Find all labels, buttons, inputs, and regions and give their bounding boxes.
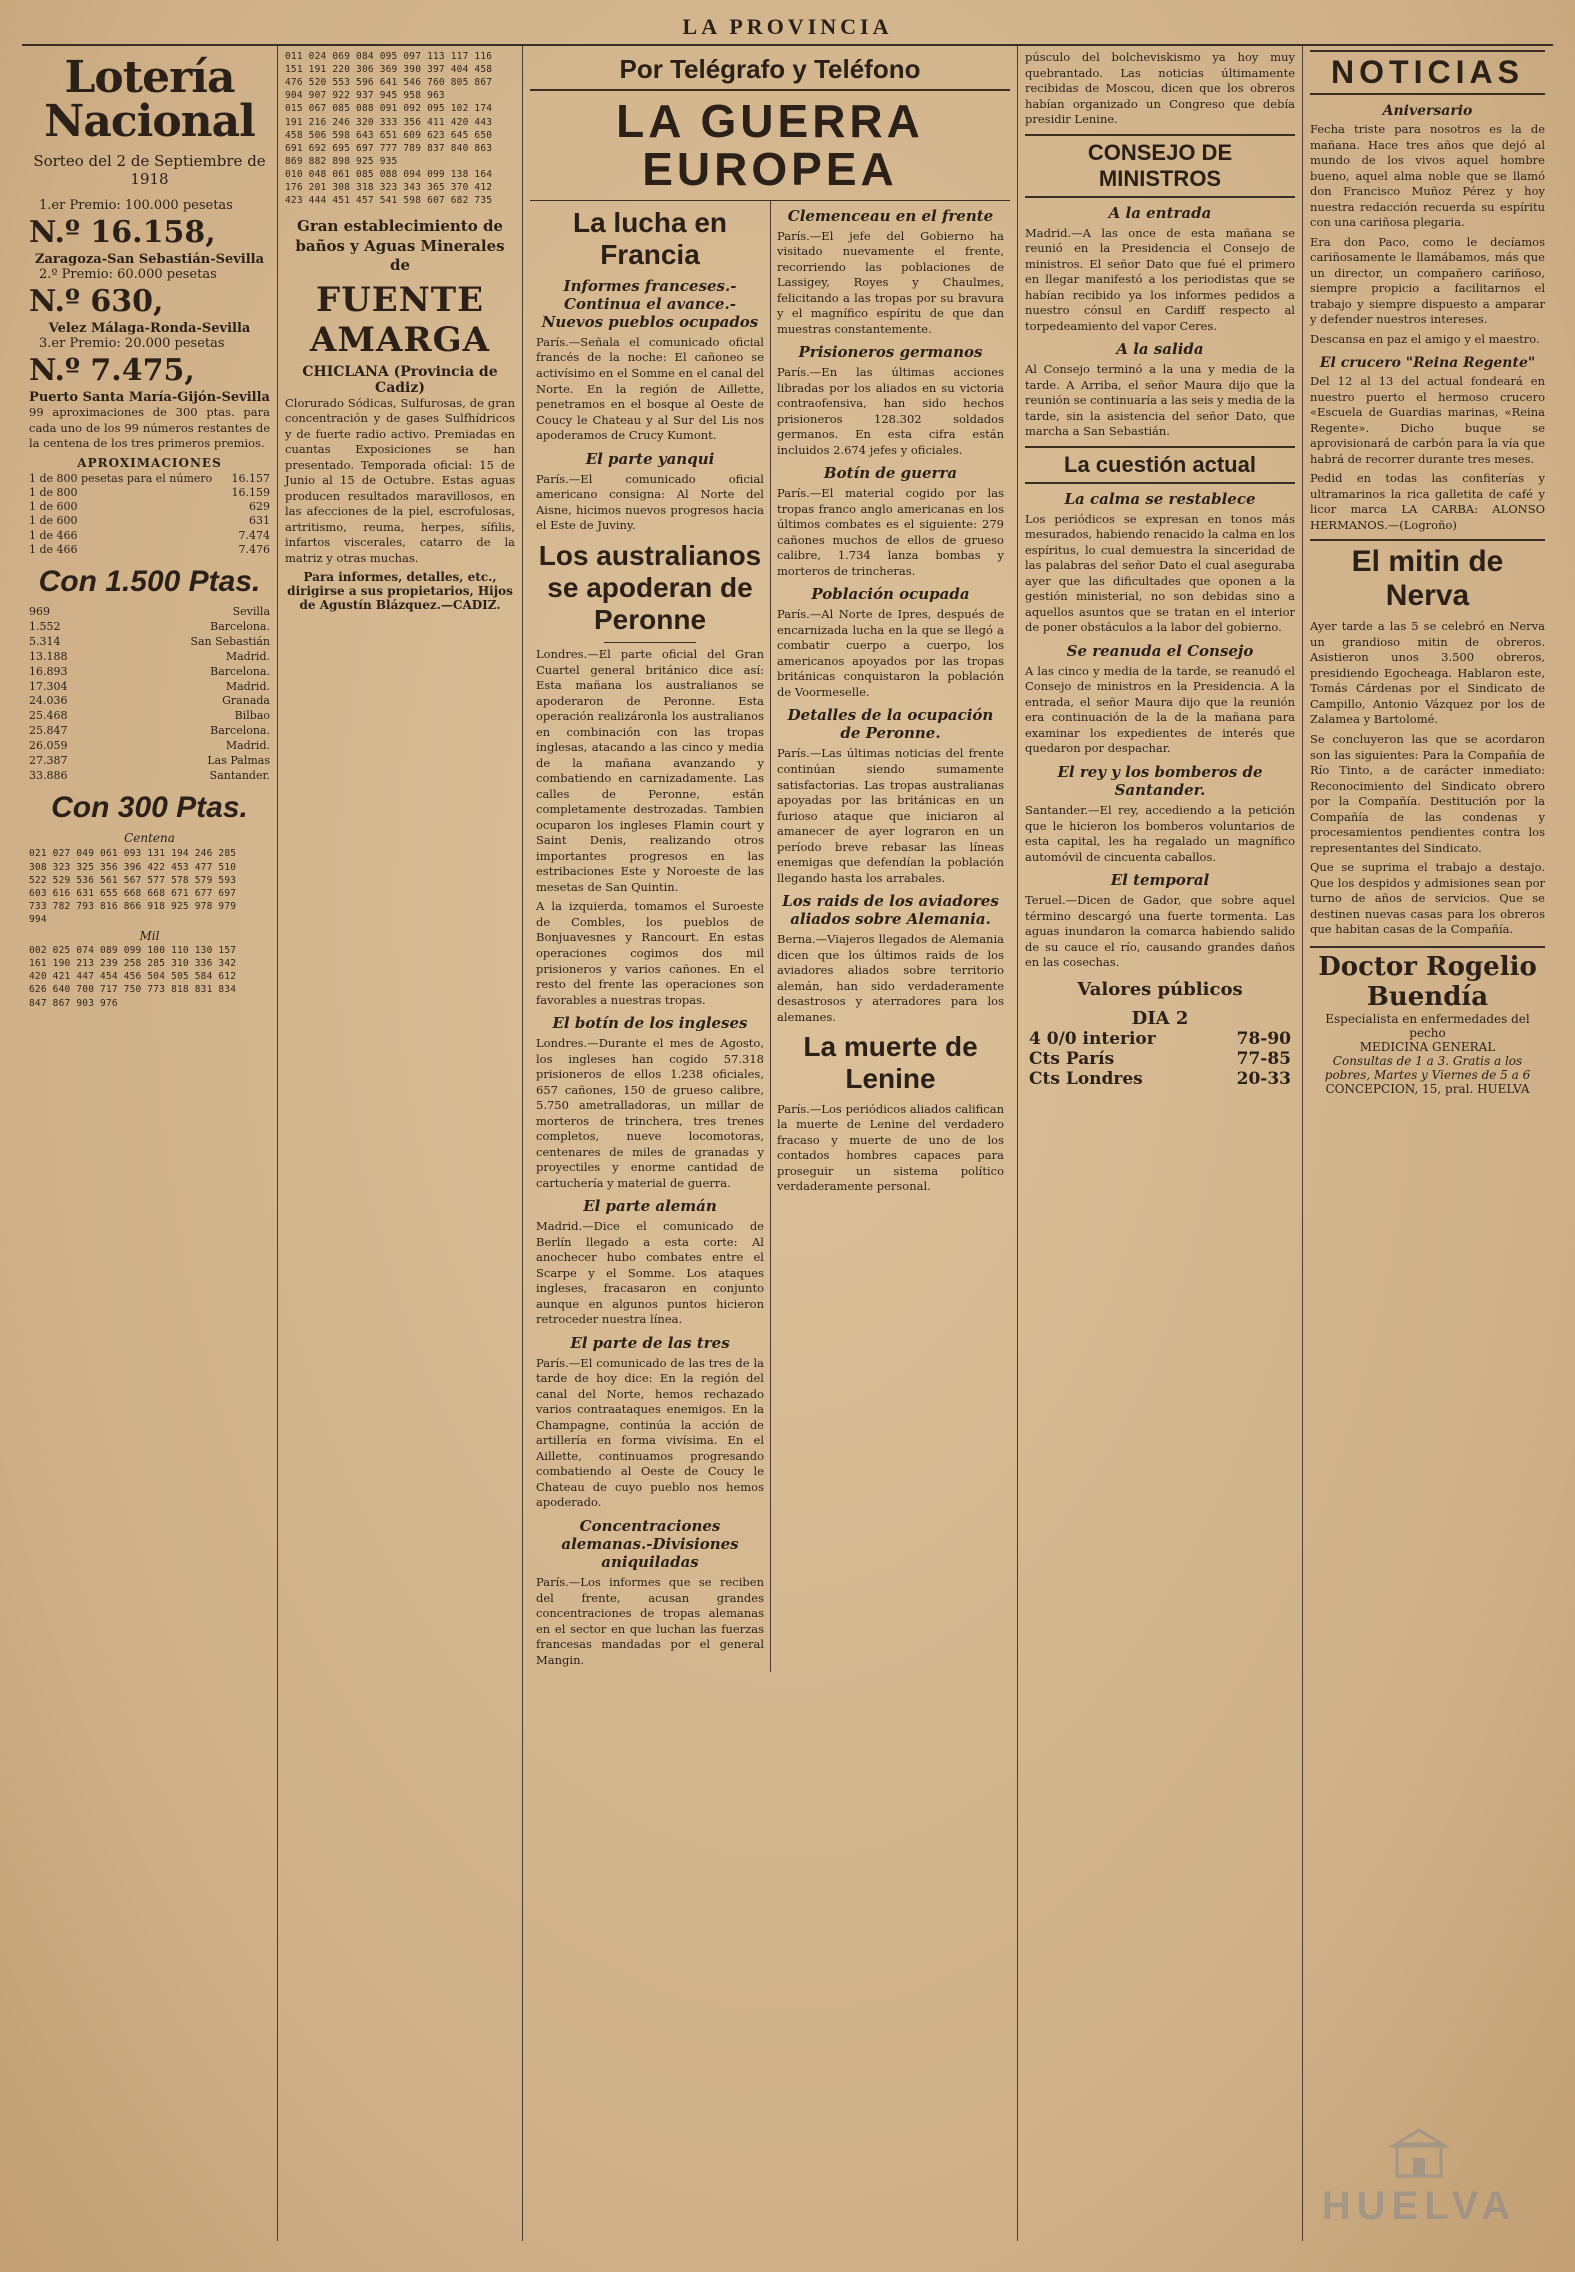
ad-title: Gran establecimiento de baños y Aguas Minerales de bbox=[295, 217, 505, 275]
winner-row: 969 Sevilla bbox=[29, 605, 270, 619]
winner-row: 27.387 Las Palmas bbox=[29, 753, 270, 767]
article-paragraph: París.—El comunicado oficial americano consigna: Al Norte del Aisne, hicimos nuevos progresos hacia el Este de Juviny. bbox=[536, 471, 764, 533]
valores-day: DIA 2 bbox=[1131, 1007, 1189, 1029]
article-paragraph: A la izquierda, tomamos el Suroeste de Combles, los pueblos de Bonjuavesnes y Rancourt. En estas operaciones cogimos dos mil prisioneros y varios cañones. En el resto del frente las operaciones son favorables a nuestras tropas. bbox=[536, 899, 764, 1007]
winners-1500 bbox=[29, 605, 270, 783]
article-paragraph: París.—Los periódicos aliados califican la muerte de Lenine del verdadero fracaso y muerte de uno de los contados hombres capaces para proseguir un sistema político verdaderamente personal. bbox=[777, 1101, 1004, 1194]
article-paragraph: Londres.—El parte oficial del Gran Cuartel general británico dice así: Esta mañana los australianos se apoderaron de Peronne. Esta operación realizáronla los australianos en combinación con las tropas inglesas, atacando a las cinco y media de la mañana avanzando y combatiendo en carnizadamente. Las calles de Peronne, están completamente destrozadas. Tambien ocuparon los ingleses Flamin court y Saint Denis, realizando otros importantes progresos en las estribaciones Este y Noroeste de las mesetas de San Quintin. bbox=[536, 647, 764, 894]
numbers-15mil: 011 024 069 084 095 097 113 117 116 151 191 220 306 369 390 397 404 458 476 520 553 596 641 546 760 805 867 904 907 922 937 945 958 963 015 067 085 088 091 092 095 102 174 191 216 246 320 333 356 411 420 443 458 506 598 643 651 609 623 645 650 691 692 695 697 777 789 837 840 863 869 882 898 925 935 010 048 061 085 088 094 099 138 164 176 201 308 318 323 343 365 370 412 423 444 451 457 541 598 607 682 735 bbox=[285, 51, 493, 207]
doctor-hours: Consultas de 1 a 3. Gratis a los pobres, Martes y Viernes de 5 a 6 bbox=[1324, 1053, 1531, 1082]
article-paragraph: París.—En las últimas acciones libradas por los aliados en su victoria contraofensiva, han sido hechos prisioneros 128.302 soldados germanos. En esta cifra están incluidos 2.674 jefes y oficiales. bbox=[777, 365, 1004, 457]
prize2-label: 2.º Premio: 60.000 pesetas bbox=[39, 267, 217, 282]
approx-row: 1 de 600 629 bbox=[29, 500, 270, 514]
article-paragraph: Era don Paco, como le decíamos cariñosamente le llamábamos, más que un director, un compañero cariñoso, siempre propicio a facilitarnos el trabajo y siempre dispuesto a amparar y defender nuestros intereses. bbox=[1310, 234, 1545, 327]
winner-row: 16.893 Barcelona. bbox=[29, 664, 270, 678]
prize3-label: 3.er Premio: 20.000 pesetas bbox=[39, 336, 225, 351]
valores-row: Cts Londres 20-33 bbox=[1029, 1068, 1291, 1089]
approx-heading: APROXIMACIONES bbox=[77, 455, 222, 470]
winner-row: 25.468 Bilbao bbox=[29, 709, 270, 723]
article-paragraph: París.—Los informes que se reciben del frente, acusan grandes concentraciones de tropas alemanas en el sector en que luchan las fuerzas francesas mandadas por el general Mangin. bbox=[536, 1574, 764, 1667]
valores-heading: Valores públicos bbox=[1077, 978, 1243, 1000]
prize2-route: Velez Málaga-Ronda-Sevilla bbox=[48, 321, 251, 336]
section-botin: El botín de los ingleses bbox=[552, 1014, 748, 1033]
approx-row: 1 de 466 7.474 bbox=[29, 528, 270, 542]
winner-row: 25.847 Barcelona. bbox=[29, 724, 270, 738]
war-headline: LA GUERRA EUROPEA bbox=[530, 91, 1010, 201]
article-paragraph: Madrid.—A las once de esta mañana se reunió en la Presidencia el Consejo de ministros. El señor Dato que fué el primero en llegar manifestó a los periodistas que se habían recibido ya los informes pedidos a nuestro cónsul en Cardiff respecto al torpedeamiento del vapor Ceres. bbox=[1025, 225, 1295, 333]
valores-row: 4 0/0 interior 78-90 bbox=[1029, 1028, 1291, 1049]
article-paragraph: París.—Señala el comunicado oficial francés de la noche: El cañoneo se activísimo en el Somme en el canal del Norte. En la región de Aillette, penetramos en el bosque al Oeste de Coucy le Chateau y al Sur del Lis nos apoderamos de Crucy Kumont. bbox=[536, 334, 764, 443]
article-paragraph: Berna.—Viajeros llegados de Alemania dicen que los últimos raids de los aviadores aliados sobre territorio alemán, han sido verdaderamente desastrosos y aterradores para los alemanes. bbox=[777, 932, 1004, 1024]
article-paragraph: Del 12 al 13 del actual fondeará en nuestro puerto el hermoso crucero «Escuela de Guardias marinas, «Reina Regente». Dicho buque se aprovisionará de carbón para la vía que habrá de recorrer durante tres meses. bbox=[1310, 374, 1545, 466]
numbers-centena: 021 027 049 061 093 131 194 246 285 308 323 325 356 396 422 453 477 510 522 529 536 561 567 577 578 579 593 603 616 631 655 668 668 671 677 697 733 782 793 816 866 918 925 978 979 994 bbox=[29, 848, 237, 925]
doctor-medicine: MEDICINA GENERAL bbox=[1359, 1039, 1496, 1054]
article-paragraph: Fecha triste para nosotros es la de mañana. Hace tres años que dejó al mundo de los vivos aquel hombre bueno, aquel alma noble que se llamó don Francisco Muñoz Pérez y hoy nuestra redacción recuerda su espíritu con una cariñosa plegaria. bbox=[1310, 122, 1545, 230]
doctor-ad-name: Doctor Rogelio Buendía bbox=[1310, 946, 1545, 1012]
approx-row: 1 de 800 pesetas para el número 16.157 bbox=[29, 471, 270, 485]
winner-row: 17.304 Madrid. bbox=[29, 679, 270, 693]
approx-text: 99 aproximaciones de 300 ptas. para cada uno de los 99 números restantes de la centena de los tres primeros premios. bbox=[29, 405, 270, 451]
winner-row: 5.314 San Sebastián bbox=[29, 635, 270, 649]
section-rey: El rey y los bomberos de Santander. bbox=[1057, 762, 1263, 799]
article-paragraph: Ayer tarde a las 5 se celebró en Nerva un grandioso mitin de obreros. Asistieron unos 3.500 obreros, presidiendo Egocheaga. Hablaron este, Tomás Cárdenas por el Sindicato de Campillo, Antonio Vázquez por los de Zalamea y Bartolomé. bbox=[1310, 619, 1545, 727]
doctor-specialty: Especialista en enfermedades del pecho bbox=[1325, 1011, 1530, 1040]
heading-1500: Con 1.500 Ptas. bbox=[38, 565, 261, 599]
section-poblacion: Población ocupada bbox=[811, 585, 970, 604]
article-paragraph: Teruel.—Dicen de Gador, que sobre aquel término descargó una fuerte tormenta. Las aguas inundaron la comarca habiendo salido de su cauce el río, causando grandes daños en las cosechas. bbox=[1025, 893, 1295, 970]
winner-row: 24.036 Granada bbox=[29, 694, 270, 708]
section-entrada: A la entrada bbox=[1108, 203, 1212, 222]
prize1-route: Zaragoza-San Sebastián-Sevilla bbox=[34, 252, 265, 267]
telegraph-heading: Por Telégrafo y Teléfono bbox=[530, 50, 1010, 91]
prize1-number: N.º 16.158, bbox=[29, 215, 216, 250]
winner-row: 13.188 Madrid. bbox=[29, 649, 270, 663]
section-salida: A la salida bbox=[1116, 340, 1204, 359]
article-paragraph: Se concluyeron las que se acordaron son las siguientes: Para la Compañía de Río Tinto, a de carácter inmediato: Reconocimiento del Sindicato obrero por la Compañía. Destitución por la Compañía de las condenas y procesamientos pendientes contra los representantes del Sindicato. bbox=[1310, 731, 1545, 855]
article-paragraph: París.—El jefe del Gobierno ha visitado nuevamente el frente, recorriendo las poblaciones de Lassigey, Royes y Chaulmes, felicitando a las tropas por su bravura y el magnífico espíritu de que dan muestras constantemente. bbox=[777, 228, 1004, 336]
ad-signature: Para informes, detalles, etc., dirigirse a sus propietarios, Hijos de Agustín Blázquez.—CADIZ. bbox=[287, 570, 513, 613]
article-paragraph: A las cinco y media de la tarde, se reanudó el Consejo de ministros en la Presidencia. A la entrada, el señor Maura dijo que la reunión era continuación de la de la mañana para examinar los expedientes de interés que quedaron por despachar. bbox=[1025, 663, 1295, 756]
war-column bbox=[522, 46, 1017, 2241]
politics-column bbox=[1017, 46, 1302, 2241]
section-botin-guerra: Botín de guerra bbox=[823, 464, 958, 483]
numbers-column bbox=[277, 46, 522, 2241]
article-paragraph: Londres.—Durante el mes de Agosto, los ingleses han cogido 57.318 prisioneros de ellos 1.238 oficiales, 657 cañones, 150 de grueso calibre, 5.750 ametralladoras, un millar de morteros de trinchera, tres trenes completos, nueve locomotoras, centenares de miles de granadas y proyectiles y enorme cantidad de cartuchería y material de guerra. bbox=[536, 1036, 764, 1190]
prize2-number: N.º 630, bbox=[29, 284, 164, 319]
article-paragraph: Que se suprima el trabajo a destajo. Que los despidos y admisiones sean por turno de años de servicios. Que se destinen nuevas casas para los obreros que habitan casas de la Compañía. bbox=[1310, 860, 1545, 937]
article-paragraph: Descansa en paz el amigo y el maestro. bbox=[1310, 331, 1540, 346]
article-paragraph: París.—El material cogido por las tropas franco anglo americanas en los últimos combates es el siguiente: 279 cañones muchos de ellos de grueso calibre, 1.734 lanza bombas y morteros de trincheras. bbox=[777, 486, 1004, 578]
section-raids: Los raids de los aviadores aliados sobre Alemania. bbox=[782, 892, 999, 929]
section-prisioneros: Prisioneros germanos bbox=[798, 343, 983, 362]
lottery-subtitle: Sorteo del 2 de Septiembre de 1918 bbox=[33, 152, 266, 188]
section-aleman: El parte alemán bbox=[583, 1197, 717, 1216]
section-crucero: El crucero "Reina Regente" bbox=[1319, 355, 1536, 372]
article-paragraph: púsculo del bolcheviskismo ya hoy muy quebrantado. Las noticias últimamente recibidas de Moscou, dicen que los obreros habían organizado un Congreso que debía presidir Lenine. bbox=[1025, 50, 1295, 127]
section-reanuda: Se reanuda el Consejo bbox=[1066, 641, 1254, 660]
heading-300: Con 300 Ptas. bbox=[51, 791, 248, 825]
article-paragraph: Al Consejo terminó a la una y media de la tarde. A Arriba, el señor Maura dijo que la reunión se continuaría a las seis y media de la tarde, sin la asistencia del señor Dato, que marcha a San Sebastián. bbox=[1025, 362, 1295, 439]
headline-australianos: Los australianos se apoderan de Peronne bbox=[538, 539, 762, 636]
building-icon bbox=[1389, 2124, 1449, 2184]
article-paragraph: Los periódicos se expresan en tonos más mesurados, habiendo renacido la calma en los espíritus, lo cual demuestra la sinceridad de las palabras del señor Dato el cual aseguraba ayer que las dificultades que oponen a la gestión ministerial, no son debidas sino a aquellos asuntos que se tratan en el interior de poner obstáculos a la labor del gobierno. bbox=[1025, 511, 1295, 635]
approx-row: 1 de 466 7.476 bbox=[29, 543, 270, 557]
approx-list bbox=[29, 472, 270, 558]
article-paragraph: París.—El comunicado de las tres de la tarde de hoy dice: En la región del canal del Norte, hemos rechazado varios contraataques enemigos. En la Champagne, continúa la acción de artillería en forma vivísima. En el Aillette, continuamos progresando combatiendo al Oeste de Coucy le Chateau de cuyo pueblo nos hemos apoderado. bbox=[536, 1355, 764, 1510]
masthead: LA PROVINCIA bbox=[22, 14, 1553, 46]
noticias-heading: NOTICIAS bbox=[1310, 50, 1545, 95]
winner-row: 33.886 Santander. bbox=[29, 768, 270, 782]
section-aniversario: Aniversario bbox=[1382, 103, 1473, 119]
section-concentraciones: Concentraciones alemanas.-Divisiones aniquiladas bbox=[561, 1516, 739, 1571]
doctor-address: CONCEPCION, 15, pral. HUELVA bbox=[1325, 1081, 1530, 1096]
headline-cuestion: La cuestión actual bbox=[1025, 446, 1295, 484]
section-yanqui: El parte yanqui bbox=[585, 449, 715, 468]
article-paragraph: París.—Al Norte de Ipres, después de encarnizada lucha en la que se llegó a combatir cuerpo a cuerpo, los americanos apoyados por las tropas británicas conquistaron la población de Voormeselle. bbox=[777, 607, 1004, 699]
article-paragraph: Madrid.—Dice el comunicado de Berlín llegado a esta corte: Al anochecer hubo combates entre el Scarpe y el Somme. Los ataques ingleses, fracasaron en conjunto aunque en algunos puntos hicieron retroceder nuestra línea. bbox=[536, 1219, 764, 1327]
ad-text: Clorurado Sódicas, Sulfurosas, de gran concentración y de gases Sulfhídricos y de fuerte radio activo. Premiadas en cuantas Exposiciones se han presentado. Temporada oficial: 15 de Junio al 15 de Octubre. Estas aguas producen resultados maravillosos, en las afecciones de la piel, escrofulosas, artritismo, reuma, herpes, sífilis, infartos viscerales, catarro de la matriz y otras muchas. bbox=[285, 395, 515, 565]
watermark-text: HUELVA bbox=[1321, 2183, 1517, 2228]
numbers-mil: 002 025 074 089 099 100 110 130 157 161 190 213 239 258 285 310 336 342 420 421 447 454 456 504 505 584 612 626 640 700 717 750 773 818 831 834 847 867 903 976 bbox=[29, 945, 237, 1009]
approx-row: 1 de 800 16.159 bbox=[29, 485, 270, 499]
lottery-column bbox=[22, 46, 277, 2241]
advert-paragraph: Pedid en todas las confiterías y ultramarinos la rica galletita de café y licor marca LA CARBA: ALONSO HERMANOS.—(Logroño) bbox=[1310, 471, 1545, 532]
winner-row: 26.059 Madrid. bbox=[29, 738, 270, 752]
article-paragraph: París.—Las últimas noticias del frente continúan siendo sumamente satisfactorias. Las tropas australianas apoyadas por las británicas en un furioso ataque que iniciaron al amanecer de ayer lograron en un período breve rebasar las líneas enemigas que defendían la población llegando hasta los arrabales. bbox=[777, 746, 1004, 885]
valores-row: Cts París 77-85 bbox=[1029, 1048, 1291, 1069]
headline-consejo: CONSEJO DE MINISTROS bbox=[1025, 134, 1295, 198]
ad-name: FUENTE AMARGA bbox=[309, 279, 491, 360]
prize3-route: Puerto Santa María-Gijón-Sevilla bbox=[29, 390, 270, 405]
lottery-title: Lotería Nacional bbox=[44, 52, 255, 147]
headline-lenine: La muerte de Lenine bbox=[803, 1031, 978, 1095]
section-temporal: El temporal bbox=[1110, 871, 1210, 890]
divider bbox=[604, 642, 695, 643]
section-tres: El parte de las tres bbox=[570, 1333, 730, 1352]
mil-heading: Mil bbox=[139, 929, 160, 944]
section-clemenceau: Clemenceau en el frente bbox=[787, 206, 994, 225]
centena-heading: Centena bbox=[124, 831, 175, 846]
columns bbox=[22, 46, 1553, 2241]
article-paragraph: Santander.—El rey, accediendo a la petición que le hicieron los bomberos voluntarios de esta capital, les ha regalado un magnífico automóvil de cincuenta caballos. bbox=[1025, 802, 1295, 864]
noticias-column bbox=[1302, 46, 1552, 2241]
war-subcolumn-left bbox=[530, 201, 770, 1672]
headline-francia: La lucha en Francia bbox=[572, 206, 728, 270]
archive-watermark bbox=[1319, 2116, 1519, 2236]
prize3-number: N.º 7.475, bbox=[29, 353, 195, 388]
section-informes: Informes franceses.-Continua el avance.-Nuevos pueblos ocupados bbox=[541, 276, 759, 331]
headline-nerva: El mitin de Nerva bbox=[1310, 539, 1545, 613]
war-subcolumn-right bbox=[770, 201, 1010, 1672]
ad-place: CHICLANA (Provincia de Cadiz) bbox=[302, 363, 498, 396]
approx-row: 1 de 600 631 bbox=[29, 514, 270, 528]
war-subcolumns bbox=[530, 201, 1010, 1672]
winner-row: 1.552 Barcelona. bbox=[29, 620, 270, 634]
section-calma: La calma se restablece bbox=[1064, 489, 1256, 508]
prize1-label: 1.er Premio: 100.000 pesetas bbox=[39, 198, 233, 213]
section-detalles: Detalles de la ocupación de Peronne. bbox=[787, 706, 994, 743]
